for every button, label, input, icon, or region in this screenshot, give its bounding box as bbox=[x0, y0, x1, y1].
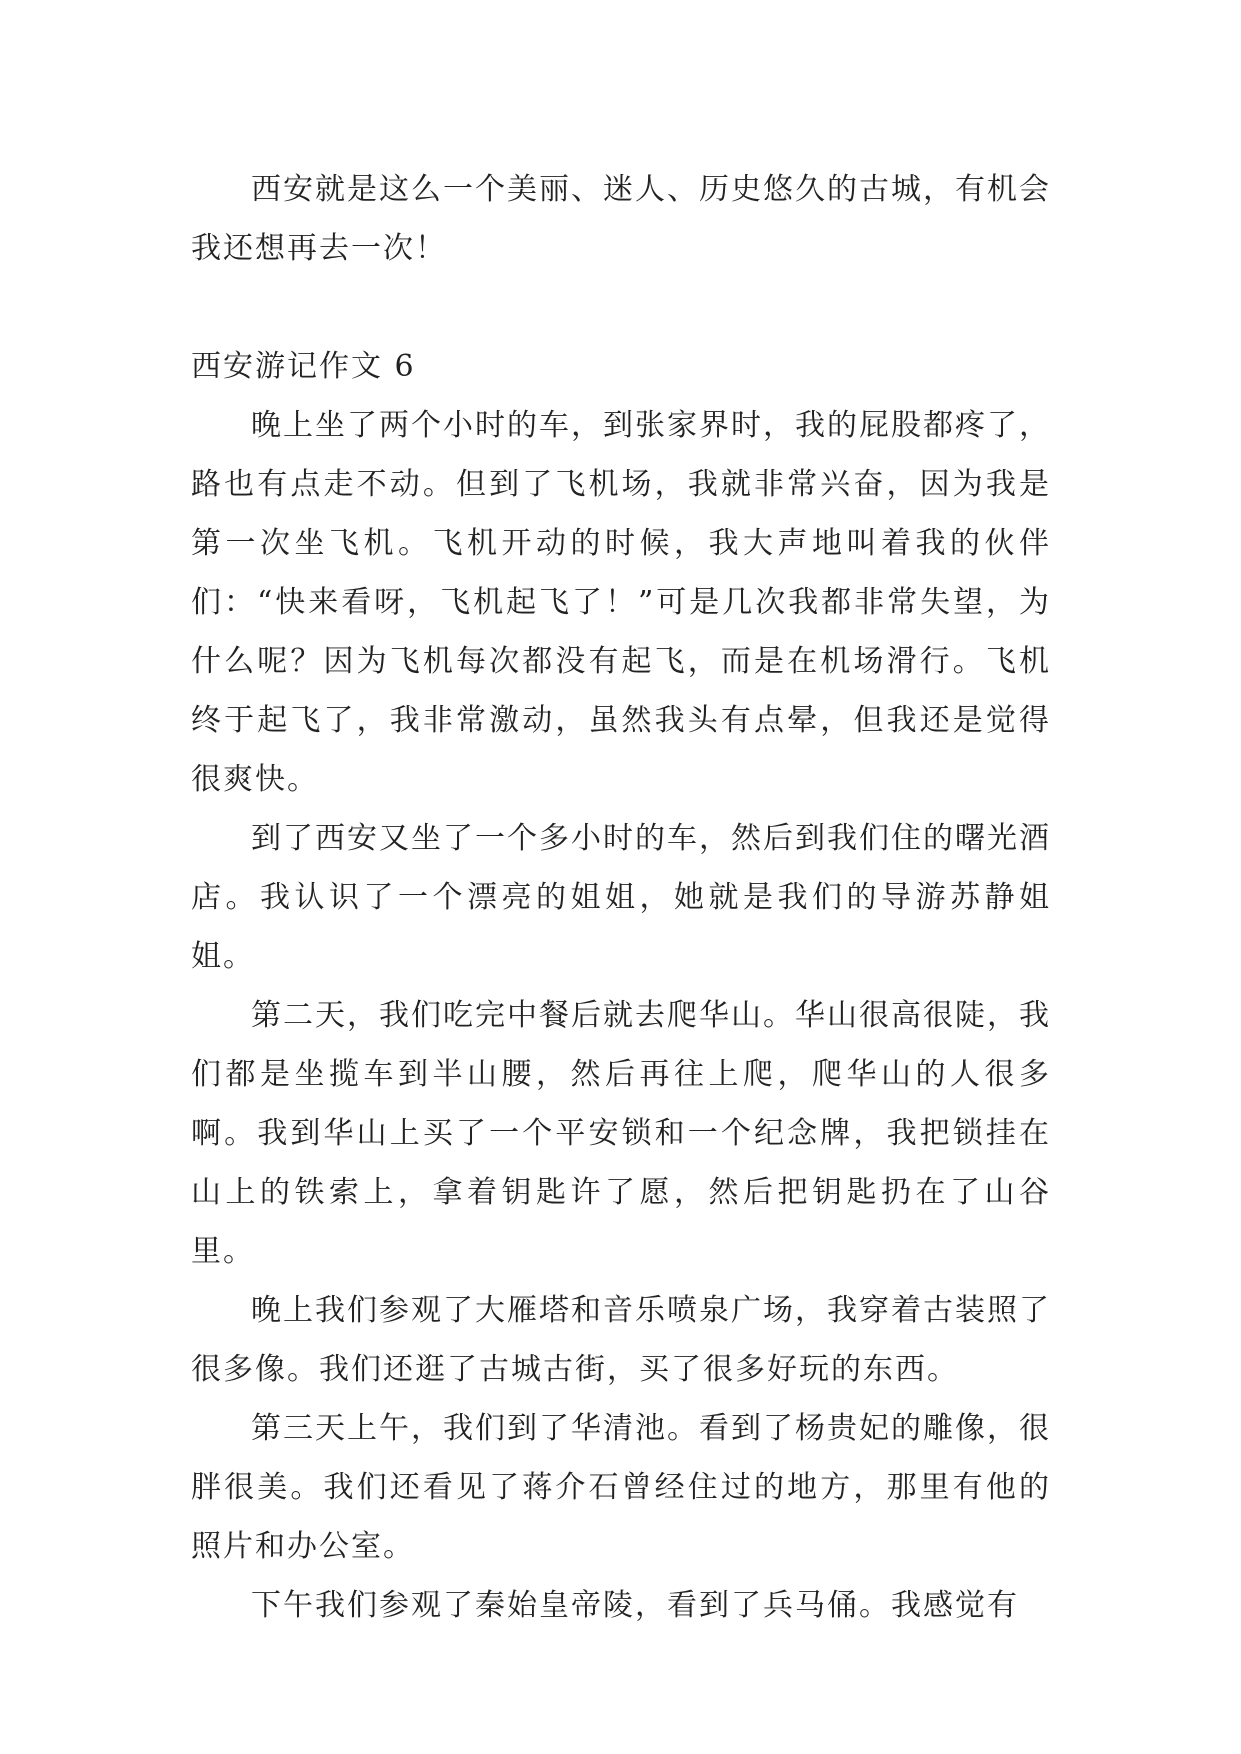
intro-paragraph: 西安就是这么一个美丽、迷人、历史悠久的古城，有机会我还想再去一次！ bbox=[191, 172, 1051, 266]
paragraph-2: 到了西安又坐了一个多小时的车，然后到我们住的曙光酒店。我认识了一个漂亮的姐姐，她就是我们的导游苏静姐姐。 bbox=[191, 821, 1051, 974]
section-title: 西安游记作文 6 bbox=[191, 349, 416, 384]
paragraph-1: 晚上坐了两个小时的车，到张家界时，我的屁股都疼了，路也有点走不动。但到了飞机场，我就非常兴奋，因为我是第一次坐飞机。飞机开动的时候，我大声地叫着我的伙伴们：“快来看呀，飞机起飞了！”可是几次我都非常失望，为什么呢？因为飞机每次都没有起飞，而是在机场滑行。飞机终于起飞了，我非常激动，虽然我头有点晕，但我还是觉得很爽快。 bbox=[191, 408, 1051, 797]
paragraph-gap bbox=[191, 278, 1051, 337]
paragraph-5: 第三天上午，我们到了华清池。看到了杨贵妃的雕像，很胖很美。我们还看见了蒋介石曾经住过的地方，那里有他的照片和办公室。 bbox=[191, 1411, 1051, 1564]
paragraph-4: 晚上我们参观了大雁塔和音乐喷泉广场，我穿着古装照了很多像。我们还逛了古城古街，买了很多好玩的东西。 bbox=[191, 1293, 1051, 1387]
document-body bbox=[191, 160, 1051, 1635]
paragraph-6: 下午我们参观了秦始皇帝陵，看到了兵马俑。我感觉有 bbox=[251, 1588, 1019, 1623]
paragraph-3: 第二天，我们吃完中餐后就去爬华山。华山很高很陡，我们都是坐揽车到半山腰，然后再往上爬，爬华山的人很多啊。我到华山上买了一个平安锁和一个纪念牌，我把锁挂在山上的铁索上，拿着钥匙许了愿，然后把钥匙扔在了山谷里。 bbox=[191, 998, 1051, 1269]
